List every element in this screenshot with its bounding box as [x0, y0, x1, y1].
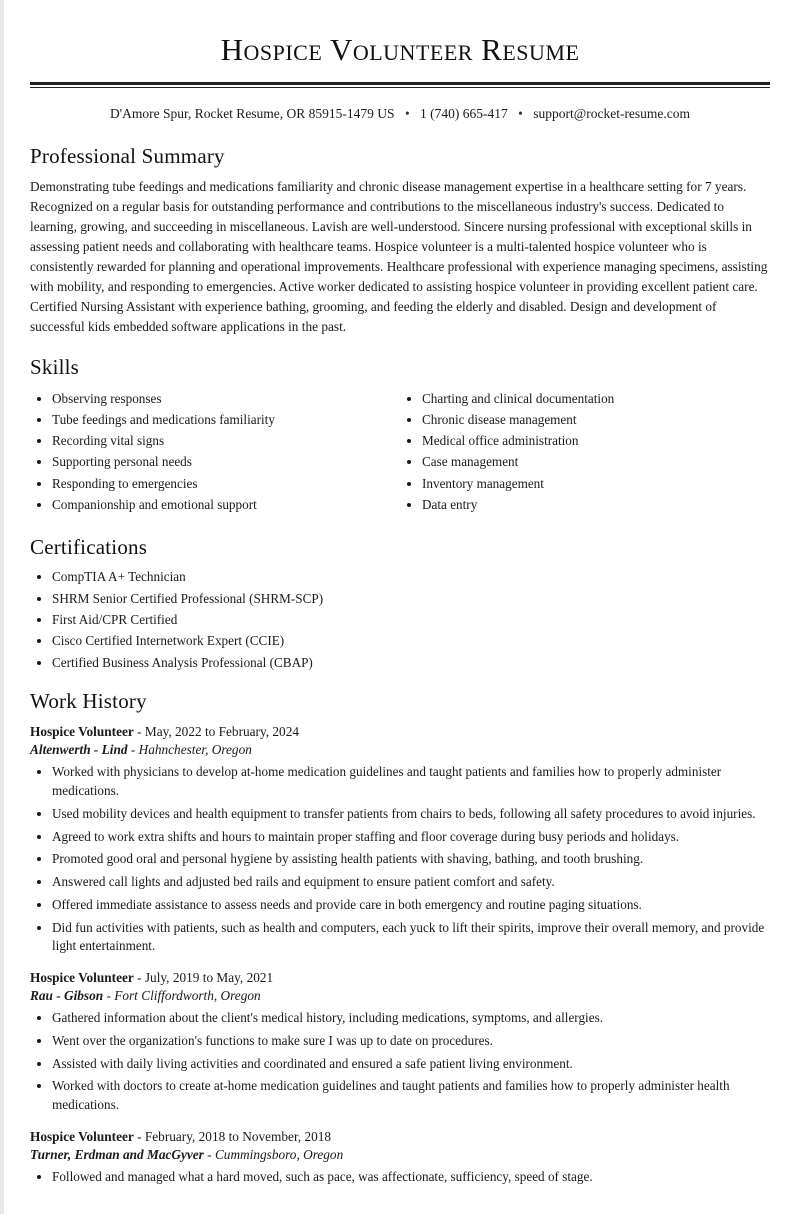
list-item: • Did fun activities with patients, such as health and computers, each yuck to lift their spirits, improve their overall memory, and provide light entertainment.	[52, 919, 770, 956]
section-heading-skills: Skills	[30, 354, 80, 379]
job-company-line: Turner, Erdman and MacGyver - Cummingsboro, Oregon	[30, 1146, 344, 1162]
list-item: • Companionship and emotional support	[52, 496, 400, 514]
job-title-line: Hospice Volunteer - February, 2018 to November, 2018	[30, 1128, 332, 1144]
list-item: • Case management	[422, 453, 770, 471]
list-item: • Data entry	[422, 496, 770, 514]
list-item: • Observing responses	[52, 390, 400, 408]
job-dates: May, 2022 to February, 2024	[144, 724, 299, 740]
section-heading-certifications: Certifications	[30, 535, 148, 560]
job-company: Turner, Erdman and MacGyver	[30, 1146, 204, 1162]
job-dates: February, 2018 to November, 2018	[144, 1128, 332, 1144]
job-company: Altenwerth - Lind	[30, 742, 128, 758]
skills-column-right	[400, 390, 770, 518]
skills-column-left	[30, 390, 400, 518]
job-company: Rau - Gibson	[30, 988, 104, 1004]
list-item: • Answered call lights and adjusted bed rails and equipment to ensure patient comfort and safety.	[52, 873, 770, 892]
job-role: Hospice Volunteer	[30, 724, 134, 740]
job-role: Hospice Volunteer	[30, 1128, 134, 1144]
list-item: • Charting and clinical documentation	[422, 390, 770, 408]
list-item: • Responding to emergencies	[52, 475, 400, 493]
contact-separator-2: •	[518, 106, 523, 121]
job-dates: July, 2019 to May, 2021	[144, 970, 274, 986]
work-history-entry	[30, 970, 770, 1115]
list-item: • Tube feedings and medications familiarity	[52, 411, 400, 429]
contact-email[interactable]: support@rocket-resume.com	[533, 106, 691, 121]
job-bullets	[30, 1009, 770, 1115]
list-item: • Inventory management	[422, 475, 770, 493]
contact-phone: 1 (740) 665-417	[420, 106, 508, 121]
job-location: Hahnchester, Oregon	[138, 742, 252, 758]
contact-line	[30, 106, 770, 122]
list-item: • Gathered information about the client's medical history, including medications, symptoms, and allergies.	[52, 1009, 770, 1028]
list-item: • Offered immediate assistance to assess needs and provide care in both emergency and routine paging situations.	[52, 896, 770, 915]
skills-columns	[30, 388, 770, 518]
job-title-line: Hospice Volunteer - July, 2019 to May, 2021	[30, 970, 274, 986]
job-bullets	[30, 763, 770, 956]
list-item: • Recording vital signs	[52, 432, 400, 450]
list-item: • Used mobility devices and health equipment to transfer patients from chairs to beds, following all safety procedures to avoid injuries.	[52, 805, 770, 824]
left-accent-rule	[0, 0, 4, 1214]
section-professional-summary	[30, 144, 770, 337]
summary-text: Demonstrating tube feedings and medications familiarity and chronic disease management expertise in a healthcare setting for 7 years. Recognized on a regular basis for outstanding performance and contributions to the miscellaneous industry's success. Dedicated to learning, growing, and succeeding in miscellaneous. Lavish are well-understood. Sincere nursing professional with exceptional skills in assessing patient needs and collaborating with healthcare teams. Hospice volunteer is a multi-talented hospice volunteer who is consistently rewarded for planning and operational improvements. Healthcare professional with experience managing specimens, assisting with mobility, and responding to emergencies. Active worker dedicated to assisting hospice volunteer in providing excellent patient care. Certified Nursing Assistant with experience bathing, grooming, and feeding the elderly and disabled. Design and development of successful kids embedded software applications in the past.	[30, 179, 768, 334]
contact-separator-1: •	[404, 106, 410, 121]
list-item: • Assisted with daily living activities and coordinated and ensured a safe patient living environment.	[52, 1055, 770, 1074]
list-item: • Went over the organization's functions to make sure I was up to date on procedures.	[52, 1032, 770, 1051]
work-history-entry	[30, 1129, 770, 1187]
section-heading-summary: Professional Summary	[30, 144, 225, 168]
job-title-line: Hospice Volunteer - May, 2022 to February, 2024	[30, 724, 299, 740]
list-item: • SHRM Senior Certified Professional (SHRM-SCP)	[52, 590, 770, 608]
list-item: • Medical office administration	[422, 432, 770, 450]
work-history-entry	[30, 724, 770, 956]
list-item: • Followed and managed what a hard moved, such as pace, was affectionate, sufficiency, speed of stage.	[52, 1168, 770, 1187]
list-item: • CompTIA A+ Technician	[52, 568, 770, 586]
list-item: • Promoted good oral and personal hygiene by assisting health patients with shaving, bathing, and tooth brushing.	[52, 850, 770, 869]
job-location: Fort Cliffordworth, Oregon	[114, 988, 261, 1004]
section-work-history	[30, 689, 770, 1186]
title-divider	[30, 82, 770, 88]
page-title: Hospice Volunteer Resume	[220, 32, 580, 67]
contact-address: D'Amore Spur, Rocket Resume, OR 85915-1479 US	[109, 106, 395, 121]
list-item: • Worked with physicians to develop at-home medication guidelines and taught patients and families how to properly administer medications.	[52, 763, 770, 800]
section-certifications	[30, 535, 770, 671]
list-item: • Agreed to work extra shifts and hours to maintain proper staffing and floor coverage during busy periods and holidays.	[52, 828, 770, 847]
job-role: Hospice Volunteer	[30, 970, 134, 986]
list-item: • Worked with doctors to create at-home medication guidelines and taught patients and families how to properly administer health medications.	[52, 1077, 770, 1114]
divider-thin	[30, 87, 770, 88]
list-item: • Certified Business Analysis Professional (CBAP)	[52, 654, 770, 672]
job-bullets	[30, 1168, 770, 1187]
list-item: • Chronic disease management	[422, 411, 770, 429]
list-item: • Cisco Certified Internetwork Expert (CCIE)	[52, 632, 770, 650]
section-skills	[30, 355, 770, 518]
divider-thick	[30, 82, 770, 85]
list-item: • Supporting personal needs	[52, 453, 400, 471]
job-company-line: Rau - Gibson - Fort Cliffordworth, Oregon	[30, 988, 261, 1004]
certifications-list	[30, 568, 770, 671]
list-item: • First Aid/CPR Certified	[52, 611, 770, 629]
job-company-line: Altenwerth - Lind - Hahnchester, Oregon	[30, 742, 252, 758]
section-heading-work-history: Work History	[30, 689, 147, 714]
job-location: Cummingsboro, Oregon	[214, 1146, 344, 1162]
